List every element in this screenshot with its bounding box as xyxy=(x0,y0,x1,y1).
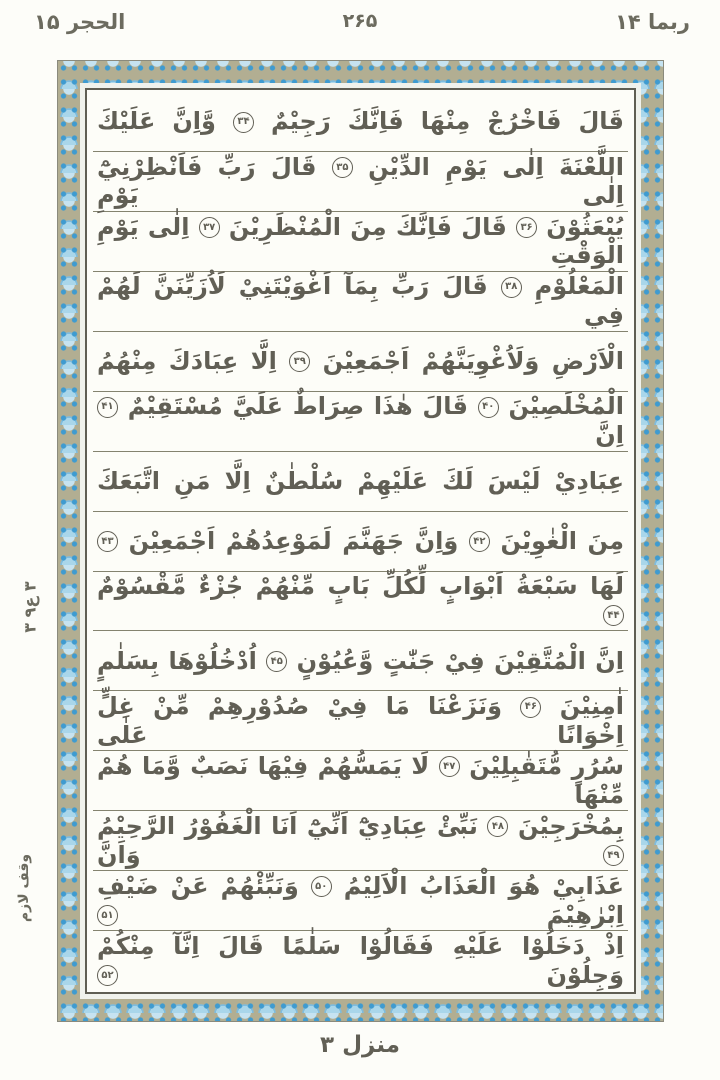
quran-line-text: قَالَ فَاخْرُجْ مِنْهَا فَاِنَّكَ رَجِيْمٌ ۳۴ وَّاِنَّ عَلَيْكَ xyxy=(97,107,625,136)
quran-line xyxy=(93,452,628,512)
ornamental-border-frame xyxy=(57,60,664,1022)
quran-line-text: اِذْ دَخَلُوْا عَلَيْهِ فَقَالُوْا سَلٰمًا قَالَ اِنَّآ مِنْكُمْ وَجِلُوْنَ ۵۲ xyxy=(97,931,624,989)
verse-number-badge: ۳۶ xyxy=(516,217,537,238)
quran-line xyxy=(93,691,628,751)
verse-number-badge: ۳۹ xyxy=(289,351,310,372)
verse-number-badge: ۳۷ xyxy=(199,217,220,238)
quran-line xyxy=(93,332,628,392)
ruku-marker-note: ۳ ع۹ ۳ xyxy=(20,581,40,633)
verse-number-badge: ۳۴ xyxy=(233,112,254,133)
verse-number-badge: ۵۰ xyxy=(311,876,332,897)
quran-line-text: اِنَّ الْمُتَّقِيْنَ فِيْ جَنّٰتٍ وَّعُيُوْنٍ ۴۵ اُدْخُلُوْهَا بِسَلٰمٍ xyxy=(97,646,625,675)
quran-line xyxy=(93,212,628,272)
quran-line-text: مِنَ الْغٰوِيْنَ ۴۲ وَاِنَّ جَهَنَّمَ لَمَوْعِدُهُمْ اَجْمَعِيْنَ ۴۳ xyxy=(93,527,628,556)
quran-line-text: سُرُرٍ مُّتَقٰبِلِيْنَ ۴۷ لَا يَمَسُّهُمْ فِيْهَا نَصَبٌ وَّمَا هُمْ مِّنْهَا xyxy=(97,751,624,809)
quran-line-text: بِمُخْرَجِيْنَ ۴۸ نَبِّئْ عِبَادِيْٓ اَنِّيْٓ اَنَا الْغَفُوْرُ الرَّحِيْمُ ۴۹ وَاَنَّ xyxy=(97,811,625,869)
verse-number-badge: ۴۲ xyxy=(469,531,490,552)
verse-number-badge: ۳۵ xyxy=(332,157,353,178)
quran-line xyxy=(93,272,628,332)
verse-number-badge: ۴۸ xyxy=(487,816,508,837)
quran-line xyxy=(93,871,628,931)
quran-line xyxy=(93,931,628,990)
quran-line-text: الْمَعْلُوْمِ ۳۸ قَالَ رَبِّ بِمَآ اَغْوَيْتَنِيْ لَاُزَيِّنَنَّ لَهُمْ فِي xyxy=(97,272,624,330)
quran-line-text: اٰمِنِيْنَ ۴۶ وَنَزَعْنَا مَا فِيْ صُدُوْرِهِمْ مِّنْ غِلٍّ اِخْوَانًا عَلٰى xyxy=(97,692,625,749)
verse-number-badge: ۵۱ xyxy=(97,905,118,926)
verse-number-badge: ۴۵ xyxy=(266,651,287,672)
quran-line xyxy=(93,751,628,811)
verse-number-badge: ۴۳ xyxy=(97,531,118,552)
quran-line-text: يُبْعَثُوْنَ ۳۶ قَالَ فَاِنَّكَ مِنَ الْمُنْظَرِيْنَ ۳۷ اِلٰى يَوْمِ الْوَقْتِ xyxy=(97,212,624,270)
verse-number-badge: ۴۶ xyxy=(520,697,541,718)
quran-line xyxy=(93,631,628,691)
quran-line-text: لَهَا سَبْعَةُ اَبْوَابٍ لِّكُلِّ بَابٍ مِّنْهُمْ جُزْءٌ مَّقْسُوْمٌ ۴۴ xyxy=(93,572,628,630)
verse-number-badge: ۳۸ xyxy=(501,277,522,298)
manzil-label: منزل ۳ xyxy=(320,1032,400,1058)
quran-line xyxy=(93,811,628,871)
quran-line-text: عَذَابِيْ هُوَ الْعَذَابُ الْاَلِيْمُ ۵۰ وَنَبِّئْهُمْ عَنْ ضَيْفِ اِبْرٰهِيْمَ ۵۱ xyxy=(97,871,624,929)
quran-line-text: عِبَادِيْ لَيْسَ لَكَ عَلَيْهِمْ سُلْطٰنٌ اِلَّا مَنِ اتَّبَعَكَ xyxy=(97,466,624,495)
text-panel xyxy=(85,88,636,994)
verse-number-badge: ۵۲ xyxy=(97,965,118,986)
quran-line-text: الْاَرْضِ وَلَاُغْوِيَنَّهُمْ اَجْمَعِيْنَ ۳۹ اِلَّا عِبَادَكَ مِنْهُمُ xyxy=(97,346,624,375)
verse-number-badge: ۴۱ xyxy=(97,397,118,418)
waqf-lazim-note: وقف لازم xyxy=(16,853,32,923)
header-surah-label: الحجر ۱۵ xyxy=(34,10,126,34)
header-juz-label: ربما ۱۴ xyxy=(615,10,690,34)
quran-line xyxy=(93,152,628,212)
quran-line xyxy=(93,92,628,152)
verse-number-badge: ۴۴ xyxy=(603,605,624,626)
quran-line-text: الْمُخْلَصِيْنَ ۴۰ قَالَ هٰذَا صِرَاطٌ عَلَيَّ مُسْتَقِيْمٌ ۴۱ اِنَّ xyxy=(93,392,628,450)
quran-line xyxy=(93,512,628,572)
quran-line xyxy=(93,392,628,452)
quran-line xyxy=(93,572,628,632)
quran-line-text: اللَّعْنَةَ اِلٰى يَوْمِ الدِّيْنِ ۳۵ قَالَ رَبِّ فَاَنْظِرْنِيْٓ اِلٰى يَوْمِ xyxy=(97,152,624,210)
text-lines xyxy=(93,92,628,990)
verse-number-badge: ۴۰ xyxy=(478,397,499,418)
verse-number-badge: ۴۷ xyxy=(439,756,460,777)
verse-number-badge: ۴۹ xyxy=(603,845,624,866)
header-page-number: ۲۶۵ xyxy=(342,10,378,32)
